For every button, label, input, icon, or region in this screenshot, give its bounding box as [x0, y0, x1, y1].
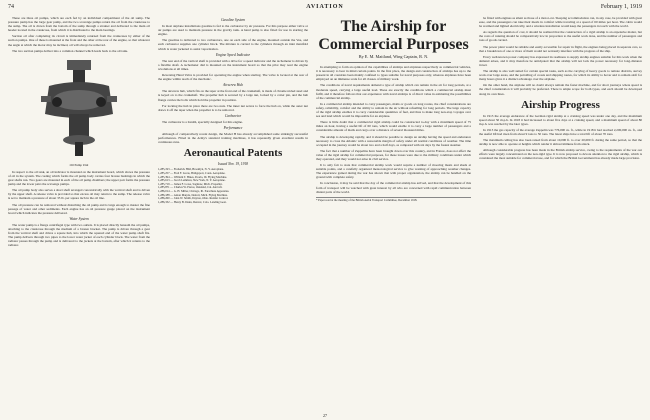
paragraph: The water pump is a flange centrifugal type with two outlets. It is placed directly beneath the oil pumps, attaching to the crankcase through the medium of a bronze bracket. The pump is driven through a gear from the vertical shaft and drives a square hub, into which the squared end of the water pump shaft fits. The pump delivers through two pipes to the lower water jacket of each cylinder block. The water from the radiator passes through the pump and is delivered to the jackets at the bottom, after which it returns to the radiator.	[8, 222, 150, 248]
section-subheading: Water System	[69, 216, 89, 221]
patent-list	[158, 168, 308, 204]
page-footer: 27	[323, 413, 327, 418]
patent-entry: 1,286,188 — Anton Marple, Detroit, Mich. Flying Machine.	[158, 192, 228, 197]
paragraph: The gasoline is delivered to two carburetors, one on each side of the engine, mounted outside the Vee, and each carburetor supplies one cylinder block. The mixture is carried to the cylinders through an inlet manifold which is water jacketed to assist vaporization.	[158, 38, 308, 51]
paragraph: The conditions of naval requirements demand a type of airship which can remain in the air for long periods, at a moderate speed, carrying a large useful load. These are exactly the conditions which a commercial airship must fulfil, and it therefore follows that our experience with naval airships is of direct value in estimating the possibilities of the commercial airship.	[316, 83, 471, 100]
issue-date: February 1, 1919	[600, 4, 642, 10]
section-heading-patents: Aeronautical Patents	[183, 147, 283, 160]
paragraph: Every well-known power company has expressed its readiness to supply airship engines suitable for this work when the demand arises, and it may therefore be anticipated that the airship will not lack the power necessary for long-distance travel.	[479, 54, 642, 67]
paragraph: The airship is developing rapidly, and it should be possible to design an airship having the speed and endurance necessary to cross the Atlantic with a reasonable margin of safety under all normal conditions of weather. The time occupied in the journey would be about two and a half days, as compared with six days by the fastest steamer.	[316, 134, 471, 147]
paragraph: The airscrew hub, which fits on the taper at the front end of the crankshaft, is made of chrome nickel steel and is keyed on to the crankshaft. The propeller hub is secured by a large nut, locked by a cotter pin, and the hub flange carries the bolts which hold the propeller in position.	[158, 89, 308, 102]
patent-entry: 1,285,871 — Charles W. Pierce, Oakland, Cal. Aircraft.	[158, 185, 223, 190]
paragraph: Although of comparatively recent design, the Model H has already accomplished some strikingly successful performances. Fitted in the Army's standard training machines, it has repeatedly given excellent results in continuous runs.	[158, 132, 308, 145]
paragraph: In most airplane installations gasoline is fed to the carburetor by air pressure. For this purpose either valve or air pumps are used to maintain pressure in the gravity tank. A hand pump is also fitted for use in starting the engine.	[158, 24, 308, 37]
patent-entry: 1,286,332 — Henry B. Dunn, Denver, Colo. Landing Gear.	[158, 199, 227, 204]
figure-caption: Oil Pump Unit	[69, 162, 89, 167]
section-subheading: Engine Speed Indicator	[216, 52, 250, 57]
paragraph: For locking the hub in place there are two nuts. The inner nut serves to force the hub on, while the outer nut draws it off the taper when the propeller is to be removed.	[158, 103, 308, 112]
oil-pump-figure	[8, 56, 150, 160]
patent-entry: 1,285,719 — James F. Lowe, Saginaw, Mich. Propeller.	[158, 181, 223, 186]
section-subheading: Performance	[223, 125, 243, 130]
paragraph: The fact that a number of Zeppelins have been brought down over this country, and in France, does not affect the value of the rigid airship for commercial purposes, for these losses were due to the military conditions under which they operated, and they would not arise in civil service.	[316, 148, 471, 161]
paragraph: In 1913 the average endurance of the German rigid airship at a cruising speed was under one day, and the maximum speed about 50 m.p.h. In 1918 it had increased to about five days at a cruising speed, and a maximum speed of about 80 m.p.h. was reached by the later types.	[479, 113, 642, 126]
paragraph: The airship is also well suited for certain special tasks, such as the carrying of heavy goods to remote districts, survey work over large areas, and the patrolling of coasts and shipping routes, for which its ability to hover and to remain aloft for many hours gives it a distinct advantage over the airplane.	[479, 69, 642, 82]
page-header	[8, 4, 642, 16]
patent-entry: 1,286,260 — John W. Smith, Dayton, Ohio. Rudder Control.	[158, 196, 229, 201]
article-title: The Airship for Commercial Purposes	[318, 18, 469, 53]
divider	[336, 62, 451, 63]
paragraph: In 1913 the gas capacity of the average Zeppelin was 776,000 cu. ft., while in 1918 it had reached 2,200,000 cu. ft., and the useful lift had risen from about 9 tons to 50 tons. The latest ships have a total lift of about 70 tons.	[479, 127, 642, 136]
paragraph: Suction oil after completing its circuit is immediately returned from the crankcases by either of the suction pumps. One of these is mounted at the front and the other at the rear of the engine, so that whatever the angle at which the motor may be inclined, oil will always be removed.	[8, 34, 150, 47]
paragraph: In a commercial airship intended to carry passengers, mails or goods on long routes, the chief considerations are safety, reliability, comfort and the ability to remain in the air without refuelling for long periods. The large capacity of the rigid airship enables it to carry considerable quantities of fuel, and thus to make long non-stop voyages over sea and land which would be impossible for an airplane.	[316, 101, 471, 119]
column-3	[316, 16, 471, 410]
patent-entry: 1,286,014 — G. H. Miller, Chicago, Ill. Parachute Apparatus.	[158, 189, 230, 193]
section-heading-airship-progress: Airship Progress	[521, 98, 600, 111]
article-byline: By E. M. Maitland, Wing Captain, R. N.	[358, 54, 429, 59]
paragraph: be fitted with engines as silent as those of a motor-car. Sleeping accommodation can, in any case, be provided with great ease, and the passengers can take their meals in comfort while traveling at a speed of 60 miles per hour. The cabin would be warmed and lighted electrically, and a wireless installation would keep the passengers in touch with the world.	[479, 16, 642, 29]
column-4	[479, 16, 642, 410]
paragraph: The oil pressure can be removed without disturbing the oil pump and is large enough to master the fine passage of water and other sediments. Each engine has an oil pressure gauge placed on the instrument board which indicates the pressure delivered.	[8, 202, 150, 215]
paragraph: There is little doubt that a commercial rigid airship could be constructed to-day with a maximum speed of 75 miles an hour, having a useful lift of 60 tons, which would enable it to carry a large number of passengers and a considerable amount of mails and cargo over a distance of several thousand miles.	[316, 120, 471, 133]
column-1	[8, 16, 150, 410]
paragraph: On the other hand, the airplane will no doubt always remain the faster machine, and for short journeys where speed is the chief consideration it will probably be preferred. There is ample scope for both types, and each should be developed along its own lines.	[479, 83, 642, 96]
page-number: 74	[8, 4, 14, 10]
footnote: * Paper read at the meeting of the British Aerial Transport Committee, December 1918.	[316, 197, 471, 203]
paragraph: The rear end of the vertical shaft is provided with a drive for a speed indicator and the tachometer is driven by a flexible shaft. A tachometer dial is mounted on the instrument board so that the pilot may read the engine revolutions at all times.	[158, 58, 308, 71]
paragraph: In conclusion, it may be said that the day of the commercial airship has arrived, and that the development of this form of transport will be watched with great interest by all who are concerned with rapid communication between distant parts of the world.	[316, 181, 471, 194]
section-subheading: Gasoline System	[221, 18, 245, 22]
paragraph: The two suction pumps deliver into a common channel which leads back to the oil tank.	[12, 48, 128, 53]
patent-entry: 1,285,613 — Jacob Lemmon, New York, N. Y. Aeroplane.	[158, 178, 226, 183]
paragraph: As regards the question of cost, it should be realized that the construction of a rigid airship is an expensive matter, but the costs of running should be comparatively low in proportion to the useful work done, and the number of passengers and tons of goods carried.	[479, 30, 642, 43]
paragraph: The maximum ceiling has also been raised from about 10,000 ft. to over 20,000 ft. during the same period, so that the airship is now able to operate at heights which render it almost immune from attack.	[479, 138, 642, 147]
paragraph: These are three oil pumps, which are each fed by an individual compartment of the oil sump. The pressure pump has the large gear pump, and the two scavenge pumps return the oil from the crankcase to the sump. The oil is drawn from the bottom of the sump through a strainer and delivered to the main oil header located in the crankcase, from which it is distributed to the main bearings.	[8, 16, 150, 33]
patent-entry: 1,285,394 — William T. Hines, Peoria, Ill. Flying Machine.	[158, 174, 228, 179]
paragraph: The power plant would be reliable and easily accessible for repair in flight, the engines being placed in separate cars, so that a breakdown of one or more of them would not seriously interfere with the progress of the ship.	[479, 44, 642, 53]
oil-pump-illustration	[29, 56, 129, 160]
patent-entry: 1,285,257 — Fred F. Lucas, Bridgeport, Conn. Aeroplane.	[158, 171, 226, 176]
patents-date: Issued Nov. 19, 1918	[218, 162, 248, 167]
paragraph: In attempting to form an opinion of the capabilities of airships and airplanes respectively as commercial vehicles, it is necessary to bear in mind certain points. In the first place, the design and construction of airships has up to the present in all countries been mainly confined to types suitable for naval purposes only, whereas airplanes have been employed on an immense scale for all classes of military work.	[316, 65, 471, 82]
paragraph: In respect to the oil tank, an oil indicator is mounted on the instrument board, which shows the pressure of oil in the system. The casting which forms the oil pump body carries four bronze bushings in which the gear shafts run. Two gears are mounted in each of the oil pump chambers; the upper pair forms the pressure pump and the lower pairs the scavenge pumps.	[8, 169, 150, 187]
paragraph: The oil pump body also serves a short shaft arranged concentrically with the vertical shaft and is driven by the upper shaft. A release valve is provided so that excess oil may return to the sump. The release valve is set to maintain a pressure of about 35 lb. per square inch in the oil line.	[8, 188, 150, 201]
paragraph: Reversing Hand Valve is provided for operating the engine when starting. The valve is located at the rear of the engine within reach of the mechanic.	[158, 73, 308, 82]
column-2	[158, 16, 308, 410]
magazine-page	[8, 16, 642, 410]
section-subheading: Airscrew Hub	[223, 83, 243, 88]
paragraph: The carburetor is a Zenith, specially designed for this engine.	[162, 119, 243, 124]
patent-entry: 1,285,193 — Frederick Hild, Brooklyn, N. Y. Aeroplane.	[158, 167, 224, 172]
paragraph: It is only fair to state that commercial airship work would require a number of mooring masts and sheds at suitable points, and a carefully organized meteorological service to give warning of approaching weather changes. The experience gained during the war has shown that with proper organization, the airship can be handled on the ground with complete safety.	[316, 163, 471, 180]
journal-title: AVIATION	[306, 4, 344, 10]
paragraph: Although considerable progress has been made in the British airship service, owing to the requirements of the war our efforts were largely concentrated on the non-rigid type. It is now proposed to devote attention to the rigid airship, which is considered the most suitable for commercial use, and for which the British Government has already made large provision.	[479, 148, 642, 161]
section-subheading: Carburetor	[224, 113, 242, 118]
